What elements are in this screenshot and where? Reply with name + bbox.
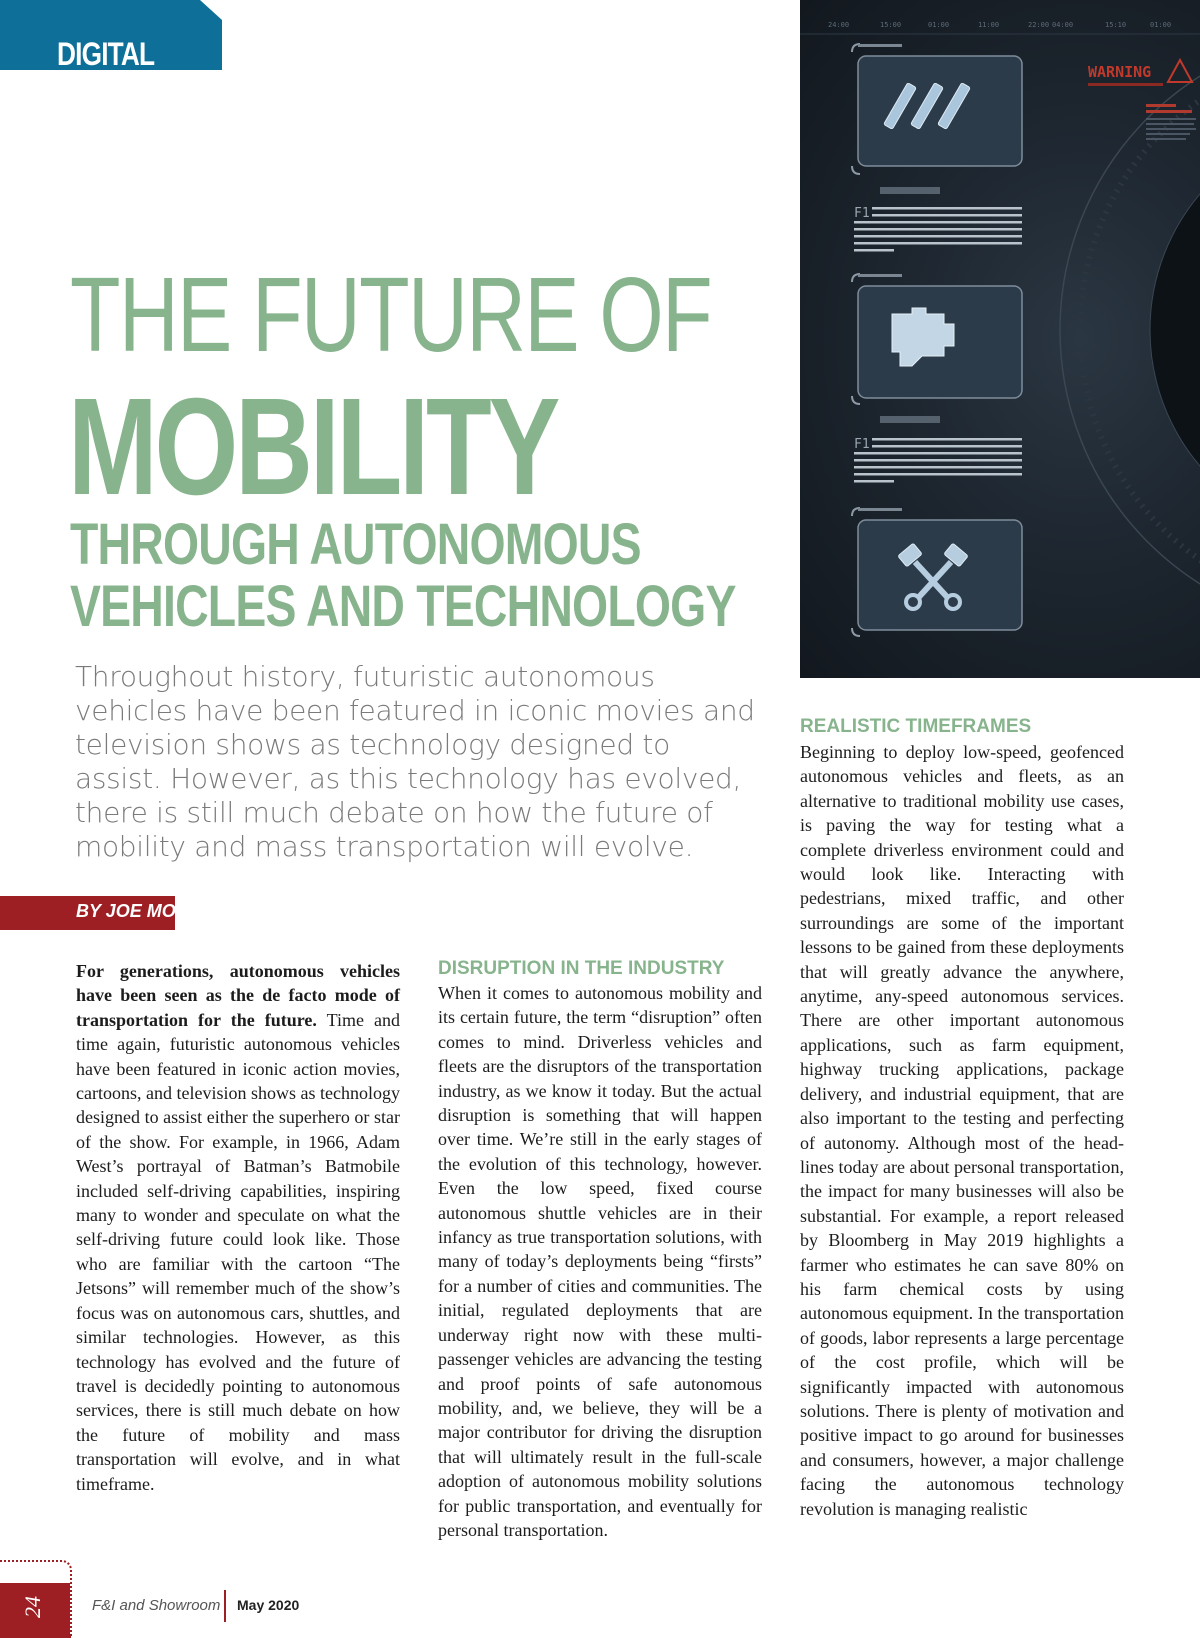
hud-dashboard-illustration (800, 0, 1200, 678)
subhead-timeframes: REALISTIC TIMEFRAMES (800, 716, 1032, 737)
subhead-disruption: DISRUPTION IN THE INDUSTRY (438, 958, 725, 979)
article-column-3-wrapper (800, 740, 1124, 1566)
engine-panel (852, 274, 1022, 483)
piston-panel (852, 508, 1022, 636)
title-line-1: THE FUTURE OF (70, 256, 712, 374)
warning-label: WARNING (1088, 63, 1152, 81)
footer-date: May 2020 (237, 1597, 300, 1613)
hud-time-label: 15:10 (1105, 21, 1127, 29)
hud-time-label: 04:00 (1052, 21, 1074, 29)
article-deck: Throughout history, futuristic autonomous vehicles have been featured in iconic movies and television shows as technology designed to assist. However, as this technology has evolved, there is still much debate on how the future of mobility and mass transportation will evolve. (75, 660, 755, 863)
panel-code-label: F1 (854, 206, 870, 221)
panel-code-label: F1 (854, 437, 870, 452)
article-column-2: When it comes to autonomous mobility and its certain future, the term “disruption” often comes to mind. Driverless vehicles and fleets are the disruptors of the transportation industry, as we know it today. But the actual disruption is something that will happen over time. We’re still in the early stages of the evolution of this technology, however. Even the low speed, fixed course autonomous shuttle vehicles are in their infancy as true transportation solutions, with many of today’s deployments being “firsts” for a number of cities and communities. The initial, regulated deployments that are underway right now with these multi-passenger vehicles are advancing the testing and proof points of safe autonomous mobility, and, we believe, they will be a major contributor for driving the disruption that will ultimately result in the full-scale adoption of autonomous mobility solutions for public transportation, and eventually for personal transportation. (438, 983, 762, 1540)
hud-time-label: 01:00 (1150, 21, 1172, 29)
article-column-1 (76, 959, 400, 1496)
hero-image (800, 0, 1200, 678)
page-number: 24 (20, 1596, 45, 1618)
warning-icon (1168, 60, 1192, 82)
title-line-4: VEHICLES AND TECHNOLOGY (70, 574, 736, 639)
title-line-2: MOBILITY (68, 370, 558, 524)
article-column-3: Beginning to deploy low-speed, geofenced autonomous vehicles and fleets, as an alternative to traditional mobility use cases, is paving the way for testing what a complete driverless environment could and would look like. Interacting with pedestrians, mixed traffic, and other surroundings are some of the important lessons to be gained from these deployments that will greatly advance the anywhere, anytime, any-speed autonomous services. There are other important autonomous applications, such as farm equipment, highway trucking applications, package delivery, and industrial equipment, that are also important to the testing and perfecting of autonomy. Although most of the headlines today are about personal transportation, the impact for many businesses will also be substantial. For example, a report released by Bloomberg in May 2019 highlights a farmer who estimates he can save 80% on his farm chemical costs by using autonomous equipment. In the transportation of goods, labor represents a large percentage of the cost profile, which will be significantly impacted with autonomous solutions. There is plenty of motivation and positive impact to go around for businesses and consumers, however, a major challenge facing the autonomous technology revolution is managing realistic (800, 742, 1124, 1519)
hud-time-label: 11:00 (978, 21, 1000, 29)
footer-publication: F&I and Showroom (92, 1597, 221, 1614)
footer-divider (224, 1590, 226, 1622)
hud-time-label: 15:00 (880, 21, 902, 29)
section-label: DIGITAL (57, 36, 155, 72)
byline: BY JOE MOYE (76, 901, 200, 921)
spark-plug-panel (852, 44, 1022, 252)
title-subtitle (70, 514, 790, 638)
lead-sentence: For generations, autonomous vehicles have been seen as the de facto mode of transportation for the future. (76, 961, 400, 1030)
title-line-3: THROUGH AUTONOMOUS (70, 512, 641, 577)
column-1-body: Time and time again, futuristic autonomous vehicles have been featured in iconic action movies, cartoons, and television shows as technology designed to assist either the superhero or star of the show. For example, in 1966, Adam West’s portrayal of Batman’s Batmobile included self-driving capabilities, inspiring many to wonder and speculate on what the self-driving future could look like. Those who are familiar with the cartoon “The Jetsons” will remember much of the show’s focus was on autonomous cars, shuttles, and similar technologies. However, as this technology has evolved and the future of travel is decidedly pointing to autonomous services, there is still much debate on how the future of mobility and mass transportation will evolve, and in what timeframe. (76, 1009, 400, 1494)
hud-time-label: 24:00 (828, 21, 850, 29)
hud-time-label: 01:00 (928, 21, 950, 29)
hud-time-label: 22:00 (1028, 21, 1050, 29)
